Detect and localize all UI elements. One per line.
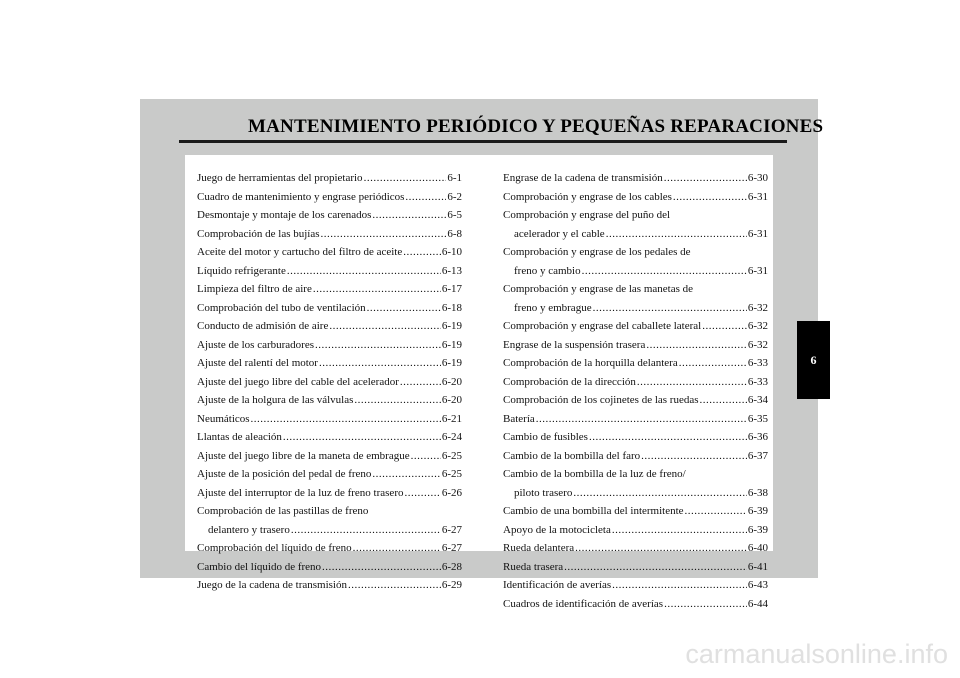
dot-leader — [612, 576, 747, 595]
dot-leader — [573, 484, 746, 503]
title-rule — [179, 140, 787, 143]
toc-entry-page: 6-41 — [747, 560, 768, 573]
toc-entry[interactable] — [503, 206, 768, 243]
toc-entry-page: 6-1 — [447, 172, 462, 184]
toc-entry-title: Comprobación y engrase de los cables — [503, 190, 672, 203]
toc-entry[interactable] — [503, 243, 768, 280]
dot-leader — [404, 484, 440, 503]
toc-panel — [185, 155, 773, 610]
toc-entry[interactable] — [197, 225, 462, 244]
toc-entry-page: 6-20 — [441, 394, 462, 406]
toc-entry[interactable] — [503, 317, 768, 336]
toc-entry[interactable] — [197, 299, 462, 318]
toc-entry-title: Comprobación y engrase de los pedales de — [503, 246, 691, 258]
toc-entry-page: 6-30 — [747, 172, 768, 184]
dot-leader — [319, 354, 441, 373]
toc-entry-continuation: piloto trasero — [514, 486, 573, 499]
toc-entry-page: 6-31 — [747, 227, 768, 240]
toc-entry-page: 6-25 — [441, 449, 462, 462]
dot-leader — [664, 595, 747, 614]
toc-entry-page: 6-38 — [747, 486, 768, 499]
toc-entry-page: 6-32 — [747, 320, 768, 332]
toc-entry-title: Rueda trasera — [503, 560, 564, 573]
toc-entry-title: Comprobación de los cojinetes de las ruedas — [503, 394, 699, 406]
toc-entry[interactable] — [197, 336, 462, 355]
toc-entry-title: Cambio de la bombilla de la luz de freno/ — [503, 468, 686, 480]
toc-entry-continuation: freno y cambio — [514, 264, 581, 277]
dot-leader — [287, 262, 441, 281]
toc-entry[interactable] — [503, 188, 768, 207]
toc-entry-page: 6-24 — [441, 431, 462, 443]
dot-leader — [606, 225, 747, 244]
toc-entry-page: 6-37 — [747, 449, 768, 462]
toc-entry[interactable] — [503, 169, 768, 188]
toc-entry-page: 6-44 — [747, 597, 768, 610]
dot-leader — [291, 521, 441, 540]
toc-entry-title: Desmontaje y montaje de los carenados — [197, 209, 372, 221]
dot-leader — [702, 317, 747, 336]
toc-entry-title: Cambio del líquido de freno — [197, 560, 322, 573]
dot-leader — [582, 262, 747, 281]
dot-leader — [575, 539, 747, 558]
toc-entry-page: 6-18 — [441, 301, 462, 314]
dot-leader — [315, 336, 441, 355]
toc-entry-page: 6-19 — [441, 320, 462, 332]
dot-leader — [348, 576, 441, 595]
toc-entry[interactable] — [197, 558, 462, 577]
dot-leader — [372, 465, 440, 484]
toc-entry-title: Cuadros de identificación de averías — [503, 597, 664, 610]
toc-entry-title: Cambio de fusibles — [503, 431, 588, 443]
toc-entry[interactable] — [503, 595, 768, 614]
toc-entry[interactable] — [197, 169, 462, 188]
toc-entry-page: 6-2 — [447, 190, 462, 203]
toc-entry-page: 6-19 — [441, 338, 462, 351]
toc-entry[interactable] — [197, 539, 462, 558]
toc-entry-page: 6-26 — [441, 486, 462, 499]
toc-entry[interactable] — [197, 410, 462, 429]
dot-leader — [646, 336, 746, 355]
toc-entry-title: Ajuste del juego libre del cable del acelerador — [197, 375, 399, 388]
toc-entry-title: Neumáticos — [197, 412, 250, 425]
toc-entry-page: 6-20 — [441, 375, 462, 388]
toc-entry-title: Comprobación de las bujías — [197, 227, 320, 240]
toc-entry[interactable] — [197, 206, 462, 225]
toc-entry-page: 6-40 — [747, 542, 768, 554]
toc-entry-page: 6-39 — [747, 505, 768, 517]
toc-entry-page: 6-29 — [441, 579, 462, 591]
toc-entry[interactable] — [197, 354, 462, 373]
toc-entry[interactable] — [197, 391, 462, 410]
toc-entry[interactable] — [503, 539, 768, 558]
toc-entry-page: 6-33 — [747, 375, 768, 388]
toc-entry-page: 6-35 — [747, 412, 768, 425]
toc-entry[interactable] — [503, 391, 768, 410]
toc-entry[interactable] — [503, 447, 768, 466]
dot-leader — [283, 428, 441, 447]
toc-entry-page: 6-32 — [747, 338, 768, 351]
toc-entry[interactable] — [197, 428, 462, 447]
dot-leader — [641, 447, 747, 466]
dot-leader — [679, 354, 747, 373]
toc-entry[interactable] — [197, 465, 462, 484]
toc-entry-page: 6-21 — [441, 412, 462, 425]
toc-entry-page: 6-25 — [441, 468, 462, 480]
toc-entry-title: Ajuste del interruptor de la luz de freno trasero — [197, 486, 404, 499]
dot-leader — [593, 299, 747, 318]
dot-leader — [673, 188, 747, 207]
toc-entry-title: Apoyo de la motocicleta — [503, 523, 611, 536]
toc-entry-title: Identificación de averías — [503, 579, 612, 591]
dot-leader — [364, 169, 447, 188]
toc-entry-title: Cuadro de mantenimiento y engrase periódicos — [197, 190, 405, 203]
dot-leader — [664, 169, 747, 188]
toc-entry-page: 6-5 — [447, 209, 462, 221]
toc-entry-title: Comprobación del líquido de freno — [197, 542, 352, 554]
toc-entry[interactable] — [197, 188, 462, 207]
chapter-tab[interactable]: 6 — [797, 321, 830, 399]
toc-entry[interactable] — [503, 280, 768, 317]
toc-entry-title: Rueda delantera — [503, 542, 575, 554]
dot-leader — [405, 188, 446, 207]
toc-entry-page: 6-33 — [747, 357, 768, 369]
toc-entry-title: Comprobación de la horquilla delantera — [503, 357, 678, 369]
toc-entry-continuation: freno y embrague — [514, 301, 592, 314]
page-title: MANTENIMIENTO PERIÓDICO Y PEQUEÑAS REPARACIONES — [248, 116, 824, 137]
toc-entry[interactable] — [197, 373, 462, 392]
toc-entry-title: Comprobación y engrase de las manetas de — [503, 283, 693, 295]
toc-entry-page: 6-32 — [747, 301, 768, 314]
toc-entry-title: Cambio de una bombilla del intermitente — [503, 505, 684, 517]
toc-entry-title: Ajuste de los carburadores — [197, 338, 314, 351]
toc-entry[interactable] — [503, 576, 768, 595]
toc-entry[interactable] — [503, 410, 768, 429]
toc-entry-page: 6-43 — [747, 579, 768, 591]
toc-entry[interactable] — [197, 484, 462, 503]
toc-entry[interactable] — [503, 558, 768, 577]
dot-leader — [685, 502, 747, 521]
toc-entry-title: Comprobación del tubo de ventilación — [197, 301, 366, 314]
toc-entry-title: Cambio de la bombilla del faro — [503, 449, 641, 462]
toc-entry-page: 6-36 — [747, 431, 768, 443]
dot-leader — [589, 428, 747, 447]
watermark: carmanualsonline.info — [685, 639, 948, 669]
toc-entry-title: Comprobación y engrase del caballete lateral — [503, 320, 702, 332]
toc-entry[interactable] — [197, 447, 462, 466]
dot-leader — [354, 391, 440, 410]
toc-entry-page: 6-27 — [441, 542, 462, 554]
toc-entry-title: Ajuste de la holgura de las válvulas — [197, 394, 354, 406]
toc-entry-title: Comprobación y engrase del puño del — [503, 209, 671, 221]
toc-entry[interactable] — [197, 262, 462, 281]
toc-entry[interactable] — [503, 354, 768, 373]
dot-leader — [411, 447, 441, 466]
toc-entry-title: Juego de la cadena de transmisión — [197, 579, 347, 591]
toc-entry-page: 6-27 — [441, 523, 462, 536]
dot-leader — [700, 391, 747, 410]
toc-entry[interactable] — [503, 502, 768, 521]
dot-leader — [322, 558, 441, 577]
toc-entry[interactable] — [503, 373, 768, 392]
toc-entry-title: Ajuste del juego libre de la maneta de embrague — [197, 449, 410, 462]
dot-leader — [251, 410, 441, 429]
dot-leader — [564, 558, 747, 577]
toc-entry-page: 6-17 — [441, 283, 462, 295]
dot-leader — [353, 539, 441, 558]
dot-leader — [321, 225, 447, 244]
dot-leader — [367, 299, 441, 318]
toc-entry-title: Conducto de admisión de aire — [197, 320, 329, 332]
toc-entry-page: 6-10 — [441, 246, 462, 258]
toc-entry[interactable] — [503, 336, 768, 355]
toc-entry[interactable] — [197, 243, 462, 262]
toc-entry-page: 6-28 — [441, 560, 462, 573]
dot-leader — [612, 521, 747, 540]
dot-leader — [403, 243, 441, 262]
toc-entry-title: Ajuste de la posición del pedal de freno — [197, 468, 372, 480]
toc-entry-title: Ajuste del ralentí del motor — [197, 357, 318, 369]
dot-leader — [536, 410, 747, 429]
toc-entry-page: 6-34 — [747, 394, 768, 406]
toc-entry-title: Líquido refrigerante — [197, 264, 286, 277]
toc-entry-title: Comprobación de la dirección — [503, 375, 636, 388]
toc-entry-title: Aceite del motor y cartucho del filtro de aceite — [197, 246, 403, 258]
toc-entry-title: Engrase de la cadena de transmisión — [503, 172, 663, 184]
toc-entry-title: Engrase de la suspensión trasera — [503, 338, 646, 351]
toc-entry[interactable] — [197, 502, 462, 539]
toc-entry-page: 6-8 — [447, 227, 462, 240]
toc-entry[interactable] — [197, 317, 462, 336]
toc-entry[interactable] — [503, 428, 768, 447]
toc-entry-page: 6-13 — [441, 264, 462, 277]
toc-entry-title: Llantas de aleación — [197, 431, 282, 443]
toc-column-right — [503, 169, 768, 613]
toc-entry[interactable] — [197, 576, 462, 595]
toc-entry-title: Juego de herramientas del propietario — [197, 172, 363, 184]
toc-entry[interactable] — [503, 465, 768, 502]
dot-leader — [372, 206, 446, 225]
toc-column-left — [197, 169, 462, 595]
dot-leader — [400, 373, 441, 392]
toc-entry-title: Batería — [503, 412, 535, 425]
toc-entry-continuation: delantero y trasero — [208, 523, 290, 536]
dot-leader — [313, 280, 441, 299]
toc-entry-title: Comprobación de las pastillas de freno — [197, 505, 369, 517]
toc-entry-title: Limpieza del filtro de aire — [197, 283, 312, 295]
toc-entry-page: 6-31 — [747, 264, 768, 277]
toc-entry-page: 6-39 — [747, 523, 768, 536]
toc-entry-page: 6-19 — [441, 357, 462, 369]
toc-entry[interactable] — [197, 280, 462, 299]
toc-entry-continuation: acelerador y el cable — [514, 227, 605, 240]
toc-entry[interactable] — [503, 521, 768, 540]
dot-leader — [637, 373, 747, 392]
toc-entry-page: 6-31 — [747, 190, 768, 203]
dot-leader — [329, 317, 440, 336]
